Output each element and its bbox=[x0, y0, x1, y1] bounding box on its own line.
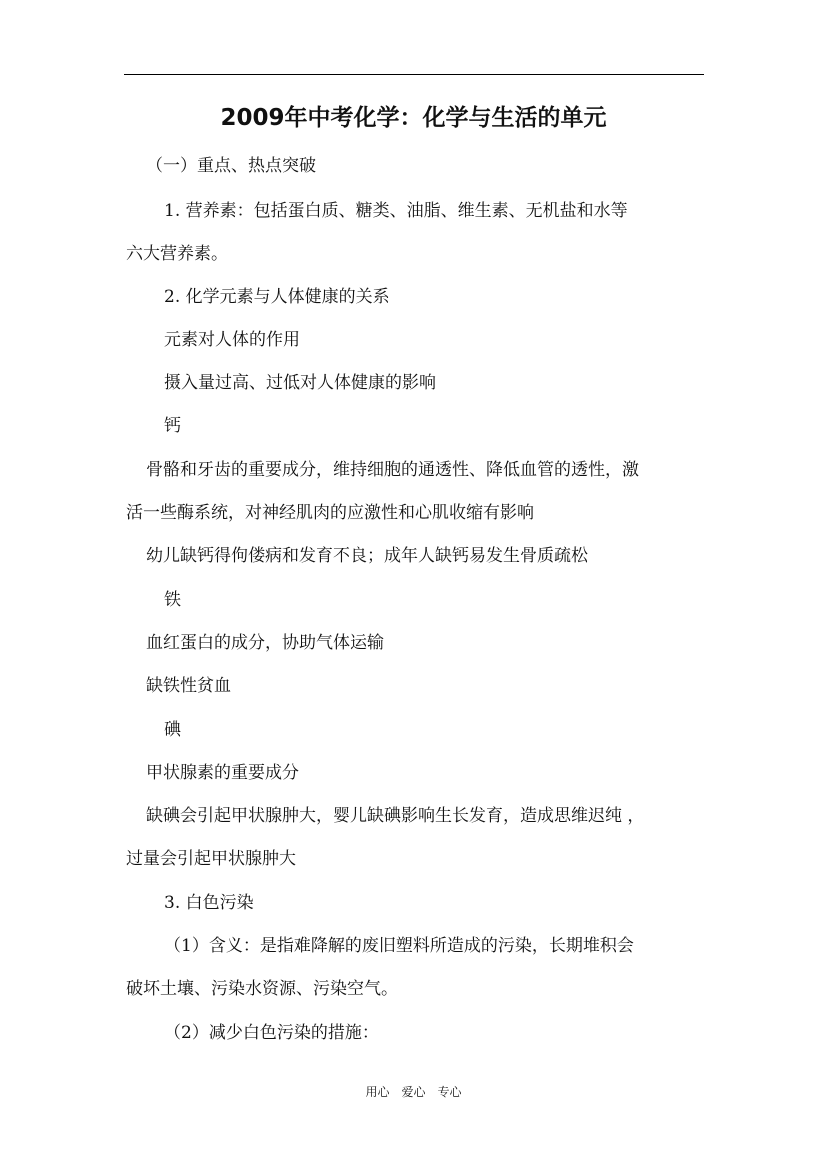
paragraph-line: 活一些酶系统，对神经肌肉的应激性和心肌收缩有影响 bbox=[126, 503, 534, 523]
paragraph-line: 碘 bbox=[164, 720, 181, 740]
section-heading: （一）重点、热点突破 bbox=[146, 156, 316, 176]
paragraph-line: （2）减少白色污染的措施： bbox=[164, 1023, 379, 1043]
header-rule bbox=[124, 74, 704, 75]
paragraph-line: 过量会引起甲状腺肿大 bbox=[126, 849, 296, 869]
paragraph-line: 2. 化学元素与人体健康的关系 bbox=[164, 287, 390, 307]
page-footer: 用心 爱心 专心 bbox=[365, 1085, 462, 1099]
paragraph-line: 1. 营养素：包括蛋白质、糖类、油脂、维生素、无机盐和水等 bbox=[164, 201, 628, 221]
paragraph-line: 破坏土壤、污染水资源、污染空气。 bbox=[126, 979, 398, 999]
paragraph-line: 摄入量过高、过低对人体健康的影响 bbox=[164, 373, 436, 393]
paragraph-line: 铁 bbox=[164, 590, 181, 610]
paragraph-line: 血红蛋白的成分，协助气体运输 bbox=[146, 633, 384, 653]
paragraph-line: （1）含义：是指难降解的废旧塑料所造成的污染，长期堆积会 bbox=[164, 936, 634, 956]
document-title: 2009年中考化学：化学与生活的单元 bbox=[220, 105, 607, 131]
paragraph-line: 缺铁性贫血 bbox=[146, 676, 231, 696]
paragraph-line: 骨骼和牙齿的重要成分，维持细胞的通透性、降低血管的透性，激 bbox=[146, 460, 639, 480]
paragraph-line: 元素对人体的作用 bbox=[164, 330, 300, 350]
paragraph-line: 3. 白色污染 bbox=[164, 893, 254, 913]
paragraph-line: 缺碘会引起甲状腺肿大，婴儿缺碘影响生长发育，造成思维迟纯 ， bbox=[146, 806, 645, 826]
paragraph-line: 甲状腺素的重要成分 bbox=[146, 763, 299, 783]
paragraph-line: 幼儿缺钙得佝偻病和发育不良；成年人缺钙易发生骨质疏松 bbox=[146, 546, 588, 566]
paragraph-line: 六大营养素。 bbox=[126, 244, 228, 264]
paragraph-line: 钙 bbox=[164, 416, 181, 436]
